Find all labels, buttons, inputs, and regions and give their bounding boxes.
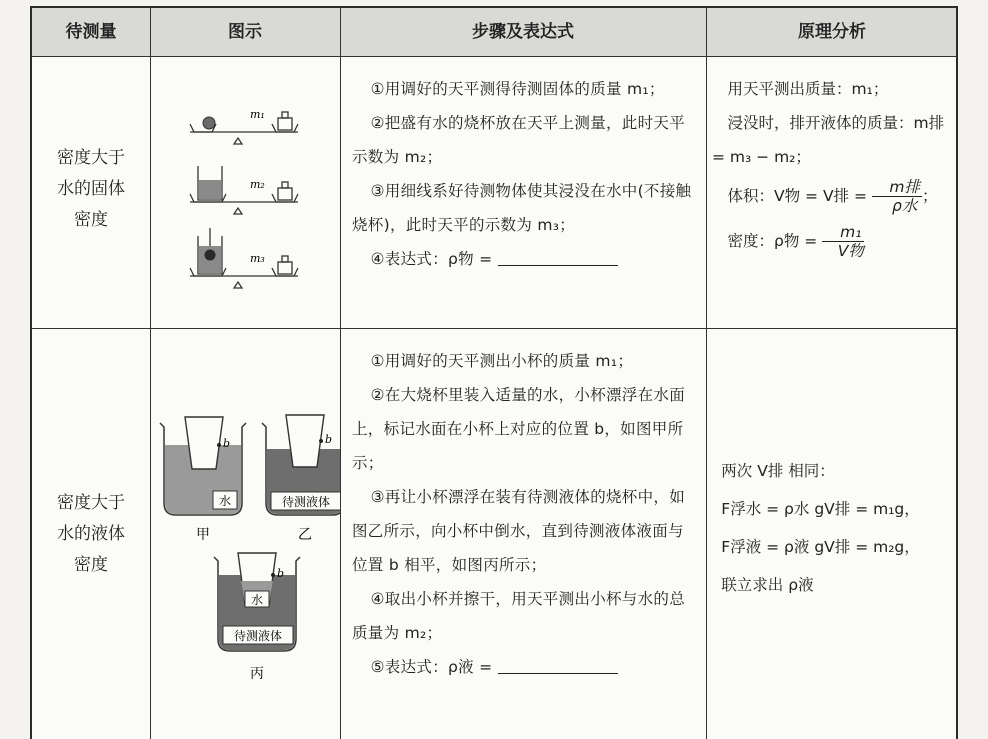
row1-step-expression: ④表达式：ρ物 = — [352, 242, 697, 276]
analysis-line: 联立求出 ρ液 — [721, 576, 814, 594]
row2-steps — [352, 344, 697, 684]
row2-step-expression: ⑤表达式：ρ液 = — [352, 650, 697, 684]
row2-step: ①用调好的天平测出小杯的质量 m₁； — [370, 352, 634, 370]
label-water: 水 — [218, 494, 232, 508]
row1-step: ②把盛有水的烧杯放在天平上测量，此时天平示数为 m₂； — [352, 114, 685, 166]
analysis-line: 浸没时，排开液体的质量：m排 = m₃ − m₂； — [712, 114, 945, 166]
row2-name-line: 密度大于 — [57, 493, 125, 513]
header-col1: 待测量 — [65, 22, 117, 42]
beaker-diagram — [150, 403, 340, 703]
divider — [32, 56, 956, 57]
label-bing: 丙 — [250, 666, 264, 682]
volume-fraction: $\frac{\text{m排}}{\text{ρ水}}$ — [872, 178, 922, 215]
row2-step: ②在大烧杯里装入适量的水，小杯漂浮在水面上，标记水面在小杯上对应的位置 b，如图甲所示； — [352, 386, 685, 472]
density-fraction: $\frac{\text{m₁}}{\text{V物}}$ — [822, 223, 864, 260]
header-col2: 图示 — [228, 22, 262, 42]
label-m1: m₁ — [250, 108, 265, 121]
label-m3: m₃ — [250, 252, 265, 265]
row1-step: ①用调好的天平测得待测固体的质量 m₁； — [370, 80, 665, 98]
divider — [706, 8, 707, 739]
label-m2: m₂ — [250, 178, 265, 191]
analysis-density: 密度：ρ物 = $\frac{\text{m₁}}{\text{V物}}$ — [727, 223, 864, 260]
row2-name-line: 水的液体 — [57, 524, 125, 544]
label-water: 水 — [250, 593, 264, 607]
row1-name-line: 密度大于 — [57, 148, 125, 168]
divider — [32, 328, 956, 329]
answer-blank[interactable] — [498, 659, 618, 674]
label-jia: 甲 — [196, 527, 210, 543]
label-b: b — [325, 433, 333, 446]
row2-step: ④取出小杯并擦干，用天平测出小杯与水的总质量为 m₂； — [352, 590, 685, 642]
label-b: b — [223, 437, 231, 450]
row1-name-line: 密度 — [74, 210, 108, 230]
analysis-line: 用天平测出质量：m₁； — [727, 80, 889, 98]
row1-name-line: 水的固体 — [57, 179, 125, 199]
row2-analysis — [712, 452, 952, 604]
row2-quantity — [32, 488, 150, 581]
header-col3: 步骤及表达式 — [472, 22, 574, 42]
analysis-line: F浮液 = ρ液 gV排 = m₂g， — [721, 538, 920, 556]
analysis-line: F浮水 = ρ水 gV排 = m₁g， — [721, 500, 920, 518]
answer-blank[interactable] — [498, 251, 618, 266]
row1-steps — [352, 72, 697, 276]
row2-step: ③再让小杯漂浮在装有待测液体的烧杯中，如图乙所示，向小杯中倒水，直到待测液体液面与位置 b 相平，如图丙所示； — [352, 488, 685, 574]
divider — [340, 8, 341, 739]
label-liquid: 待测液体 — [281, 495, 331, 509]
row2-name-line: 密度 — [74, 555, 108, 575]
label-liquid: 待测液体 — [233, 629, 283, 643]
label-yi: 乙 — [298, 527, 312, 543]
analysis-line: 两次 V排 相同： — [721, 462, 835, 480]
row1-analysis — [712, 72, 952, 260]
row1-quantity — [32, 143, 150, 236]
analysis-volume: 体积：V物 = V排 = $\frac{\text{m排}}{\text{ρ水}}$ ； — [727, 178, 938, 215]
balance-diagram — [150, 96, 340, 296]
header-col4: 原理分析 — [798, 22, 866, 42]
measurement-table — [30, 6, 958, 739]
row1-step: ③用细线系好待测物体使其浸没在水中(不接触烧杯)，此时天平的示数为 m₃； — [352, 182, 692, 234]
label-b: b — [277, 567, 285, 580]
